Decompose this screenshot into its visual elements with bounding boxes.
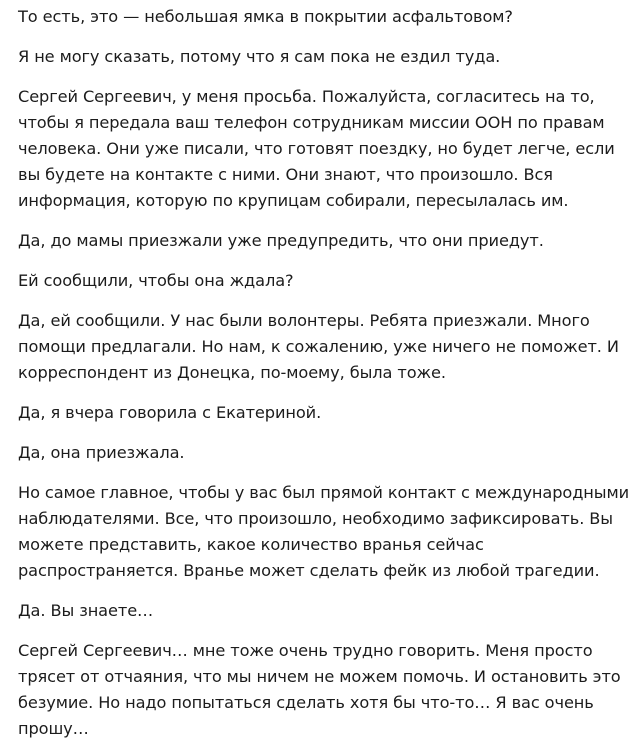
interview-transcript	[18, 4, 634, 742]
paragraph: Да, до мамы приезжали уже предупредить, что они приедут.	[18, 231, 544, 250]
paragraph: Да, ей сообщили. У нас были волонтеры. Ребята приезжали. Много помощи предлагали. Но нам, к сожалению, уже ничего не поможет. И корреспондент из Донецка, по-моему, была тоже.	[18, 311, 619, 382]
paragraph: Да, она приезжала.	[18, 443, 185, 462]
paragraph: Я не могу сказать, потому что я сам пока не ездил туда.	[18, 47, 501, 66]
paragraph: Да. Вы знаете…	[18, 601, 154, 620]
paragraph: Да, я вчера говорила с Екатериной.	[18, 403, 322, 422]
paragraph: То есть, это — небольшая ямка в покрытии асфальтовом?	[18, 7, 513, 26]
paragraph: Сергей Сергеевич, у меня просьба. Пожалуйста, согласитесь на то, чтобы я передала ваш телефон сотрудникам миссии ООН по правам человека. Они уже писали, что готовят поездку, но будет легче, если вы будете на контакте с ними. Они знают, что произошло. Вся информация, которую по крупицам собирали, пересылалась им.	[18, 87, 615, 210]
paragraph: Ей сообщили, чтобы она ждала?	[18, 271, 294, 290]
paragraph: Сергей Сергеевич… мне тоже очень трудно говорить. Меня просто трясет от отчаяния, что мы ничем не можем помочь. И остановить это безумие. Но надо попытаться сделать хотя бы что-то… Я вас очень прошу…	[18, 641, 621, 738]
paragraph: Но самое главное, чтобы у вас был прямой контакт с международными наблюдателями. Все, что произошло, необходимо зафиксировать. Вы можете представить, какое количество вранья сейчас распространяется. Вранье может сделать фейк из любой трагедии.	[18, 483, 629, 580]
